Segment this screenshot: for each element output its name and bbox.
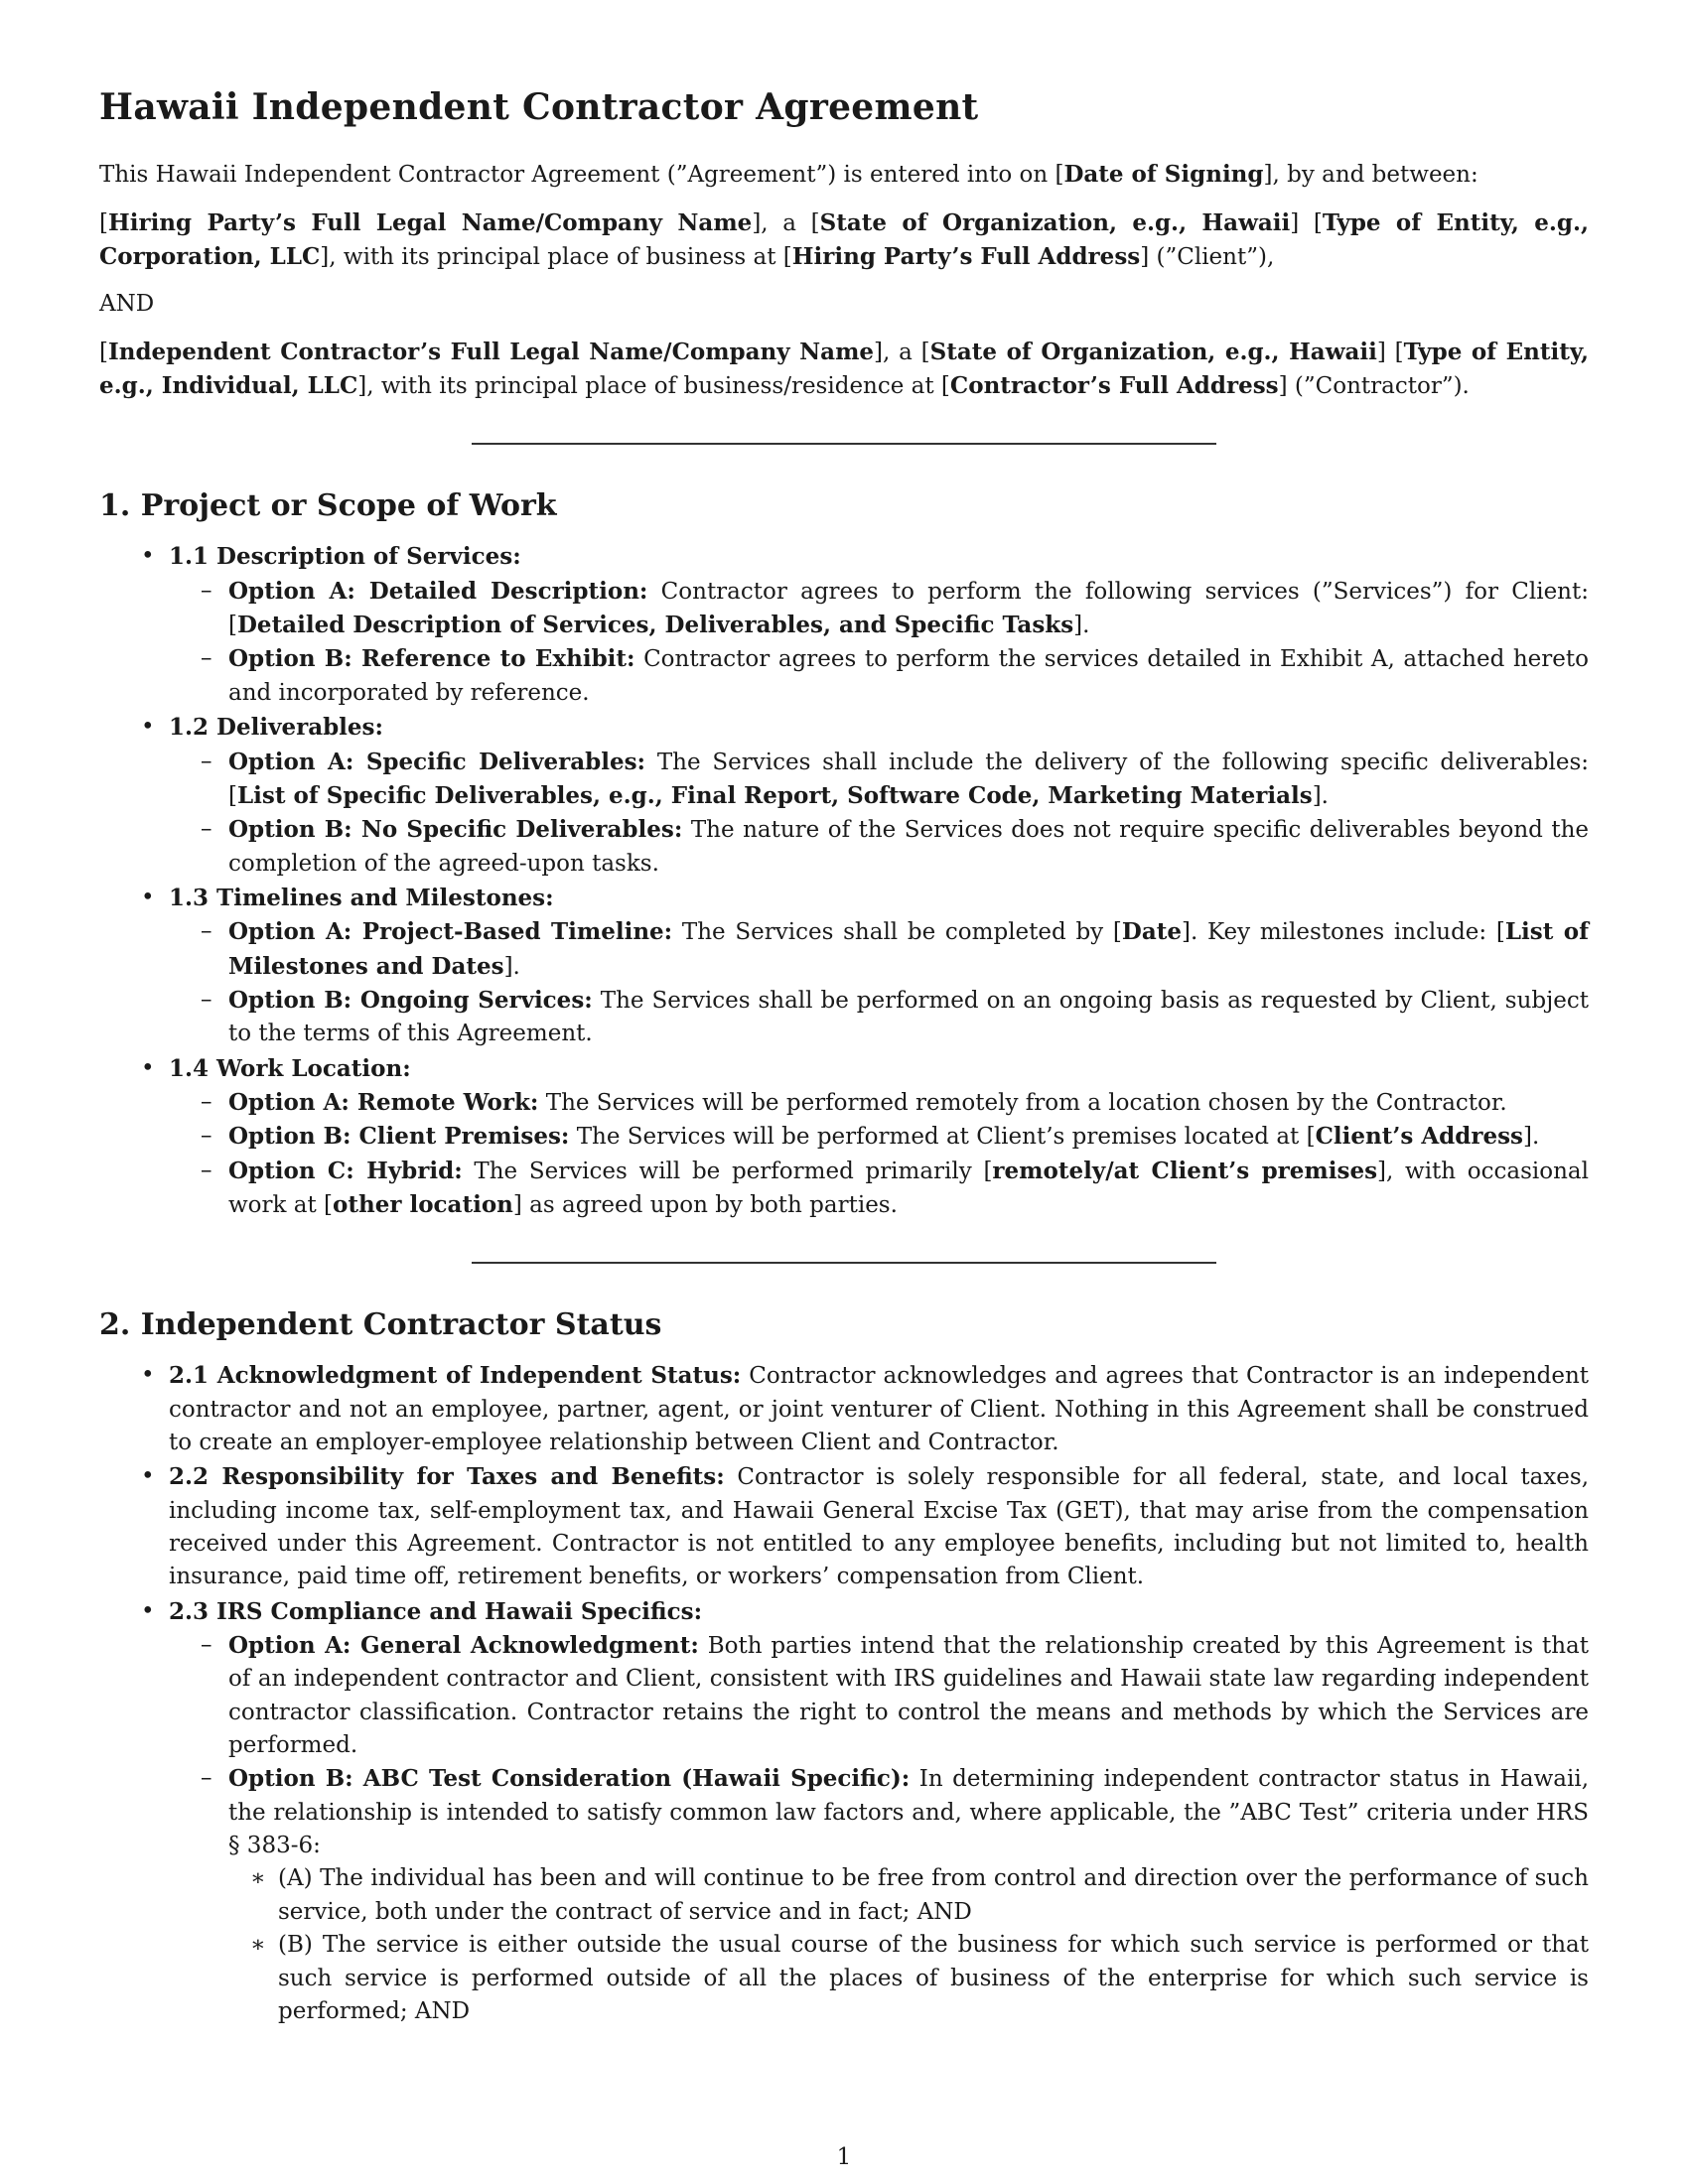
client-text: ], a [: [752, 209, 820, 236]
item-label: 1.3 Timelines and Milestones:: [169, 884, 554, 911]
placeholder: Client’s Address: [1315, 1123, 1523, 1151]
option-label: Option A: Remote Work:: [228, 1088, 539, 1116]
placeholder: List of Milestones and Dates: [228, 918, 1589, 980]
option-text: The Services shall be performed on an ongoing basis as requested by Client, subject to the terms of this Agreement.: [228, 987, 1589, 1047]
option-label: Option C: Hybrid:: [228, 1157, 463, 1184]
placeholder: Detailed Description of Services, Deliverables, and Specific Tasks: [236, 612, 1074, 639]
option-text: The nature of the Services does not require specific deliverables beyond the completion of the agreed-upon tasks.: [228, 817, 1590, 877]
contractor-text: ] (”Contractor”).: [1278, 373, 1470, 400]
option-item: [169, 1120, 1589, 1154]
abc-criteria-list: [228, 1862, 1589, 2028]
contractor-paragraph: [99, 336, 1589, 404]
options-list: [169, 575, 1589, 710]
option-label: Option B: Reference to Exhibit:: [228, 645, 635, 673]
placeholder: other location: [333, 1190, 513, 1218]
option-text: ].: [1522, 1124, 1540, 1151]
option-label: Option A: Detailed Description:: [228, 577, 648, 605]
item-label: 1.1 Description of Services:: [169, 543, 521, 571]
option-item: [169, 1155, 1589, 1223]
option-label: Option A: General Acknowledgment:: [228, 1632, 699, 1660]
item-text: Contractor is solely responsible for all federal, state, and local taxes, including income tax, self-employment tax, and Hawaii General Excise Tax (GET), that may arise from the compensation received under this Agreement. Contractor is not entitled to any employee benefits, including but not limited to, health insurance, paid time off, retirement benefits, or workers’ compensation from Client.: [169, 1464, 1589, 1590]
option-label: Option B: Client Premises:: [228, 1123, 570, 1151]
list-item: [99, 1052, 1589, 1223]
option-text: The Services will be performed at Client’s premises located at [: [569, 1124, 1316, 1151]
option-text: Contractor agrees to perform the services detailed in Exhibit A, attached hereto and incorporated by reference.: [228, 646, 1589, 706]
item-text: Contractor acknowledges and agrees that Contractor is an independent contractor and not an employee, partner, agent, or joint venturer of Client. Nothing in this Agreement shall be construed to create an employer-employee relationship between Client and Contractor.: [169, 1363, 1589, 1456]
option-text: Contractor agrees to perform the following services (”Services”) for Client: [: [228, 578, 1589, 639]
document-title: Hawaii Independent Contractor Agreement: [99, 86, 979, 128]
intro-text: This Hawaii Independent Contractor Agreement (”Agreement”) is entered into on [: [99, 162, 1064, 189]
list-item: [99, 540, 1589, 710]
option-item: [169, 642, 1589, 710]
section-divider: [472, 443, 1216, 445]
client-text: ] [: [1290, 209, 1323, 236]
contractor-entity-placeholder: Type of Entity, e.g., Individual, LLC: [99, 338, 1589, 400]
section-heading: 2. Independent Contractor Status: [99, 1307, 662, 1343]
option-item: [169, 1629, 1589, 1762]
options-list: [169, 915, 1589, 1050]
intro-paragraph: [99, 158, 1589, 192]
option-text: ]. Key milestones include: [: [1181, 919, 1505, 946]
item-label: 1.4 Work Location:: [169, 1054, 411, 1082]
document-page: [99, 79, 1589, 2029]
option-label: Option B: ABC Test Consideration (Hawaii Specific):: [228, 1765, 911, 1793]
criteria-item: ∗ (B) The service is either outside the usual course of the business for which such service is performed or that such service is performed outside of all the places of business of the enterprise for which such service is performed; AND: [228, 1929, 1589, 2028]
section-heading: 1. Project or Scope of Work: [99, 488, 557, 524]
list-item: [99, 1460, 1589, 1593]
option-text: The Services will be performed remotely from a location chosen by the Contractor.: [538, 1089, 1507, 1116]
option-text: The Services shall be completed by [: [672, 919, 1122, 946]
options-list: [169, 746, 1589, 881]
option-item: [169, 1762, 1589, 2028]
option-text: ], with occasional work at [: [228, 1158, 1589, 1218]
options-list: [169, 1629, 1589, 2028]
option-label: Option B: Ongoing Services:: [228, 986, 593, 1014]
option-text: Both parties intend that the relationship created by this Agreement is that of an independent contractor and Client, consistent with IRS guidelines and Hawaii state law regarding independent contractor classification. Contractor retains the right to control the means and methods by which the Services are performed.: [228, 1633, 1589, 1759]
section-1-list: [99, 540, 1589, 1222]
list-item: [99, 1595, 1589, 2028]
page-number: 1: [836, 2144, 852, 2170]
option-label: Option A: Project-Based Timeline:: [228, 918, 673, 946]
option-text: ] as agreed upon by both parties.: [512, 1191, 898, 1218]
option-item: [169, 915, 1589, 984]
item-label: 2.1 Acknowledgment of Independent Status:: [169, 1362, 742, 1390]
option-item: [169, 984, 1589, 1051]
item-label: 1.2 Deliverables:: [169, 714, 383, 742]
client-text: [: [99, 209, 108, 236]
placeholder: List of Specific Deliverables, e.g., Final Report, Software Code, Marketing Materials: [236, 781, 1313, 809]
option-label: Option B: No Specific Deliverables:: [228, 816, 683, 844]
intro-text: ], by and between:: [1263, 162, 1478, 189]
contractor-text: ], a [: [874, 339, 930, 365]
criteria-item: ∗ (A) The individual has been and will continue to be free from control and direction over the performance of such service, both under the contract of service and in fact; AND: [228, 1862, 1589, 1929]
item-label: 2.3 IRS Compliance and Hawaii Specifics:: [169, 1597, 703, 1625]
option-text: The Services will be performed primarily [: [462, 1158, 993, 1184]
option-text: ].: [503, 953, 520, 980]
client-text: ] (”Client”),: [1140, 244, 1275, 271]
list-item: [99, 882, 1589, 1051]
option-item: [169, 1086, 1589, 1120]
contractor-name-placeholder: Independent Contractor’s Full Legal Name/Company Name: [107, 338, 875, 365]
client-address-placeholder: Hiring Party’s Full Address: [791, 243, 1141, 271]
client-entity-placeholder: Type of Entity, e.g., Corporation, LLC: [99, 208, 1590, 271]
client-paragraph: [99, 206, 1589, 275]
option-text: The Services shall include the delivery of the following specific deliverables: [: [228, 749, 1590, 809]
section-2-list: [99, 1359, 1589, 2028]
option-text: ].: [1073, 613, 1090, 639]
list-item: [99, 1359, 1589, 1459]
client-name-placeholder: Hiring Party’s Full Legal Name/Company Name: [107, 208, 753, 236]
contractor-text: ], with its principal place of business/residence at [: [357, 373, 950, 400]
contractor-text: ] [: [1376, 339, 1404, 365]
client-state-placeholder: State of Organization, e.g., Hawaii: [819, 208, 1291, 236]
and-separator: AND: [99, 291, 155, 318]
list-item: [99, 711, 1589, 881]
option-item: [169, 746, 1589, 814]
section-divider: [472, 1262, 1216, 1264]
client-text: ], with its principal place of business at [: [320, 244, 792, 271]
options-list: [169, 1086, 1589, 1222]
placeholder: remotely/at Client’s premises: [992, 1157, 1378, 1184]
placeholder: Date: [1121, 918, 1182, 946]
contractor-address-placeholder: Contractor’s Full Address: [949, 372, 1279, 400]
option-item: [169, 575, 1589, 643]
option-item: [169, 813, 1589, 881]
option-label: Option A: Specific Deliverables:: [228, 748, 646, 775]
contractor-state-placeholder: State of Organization, e.g., Hawaii: [929, 338, 1377, 365]
item-label: 2.2 Responsibility for Taxes and Benefits:: [169, 1463, 725, 1491]
option-text: ].: [1312, 782, 1329, 809]
date-of-signing-placeholder: Date of Signing: [1063, 161, 1264, 189]
contractor-text: [: [99, 339, 108, 365]
option-text: In determining independent contractor status in Hawaii, the relationship is intended to satisfy common law factors and, where applicable, the ”ABC Test” criteria under HRS § 383-6:: [228, 1766, 1589, 1859]
